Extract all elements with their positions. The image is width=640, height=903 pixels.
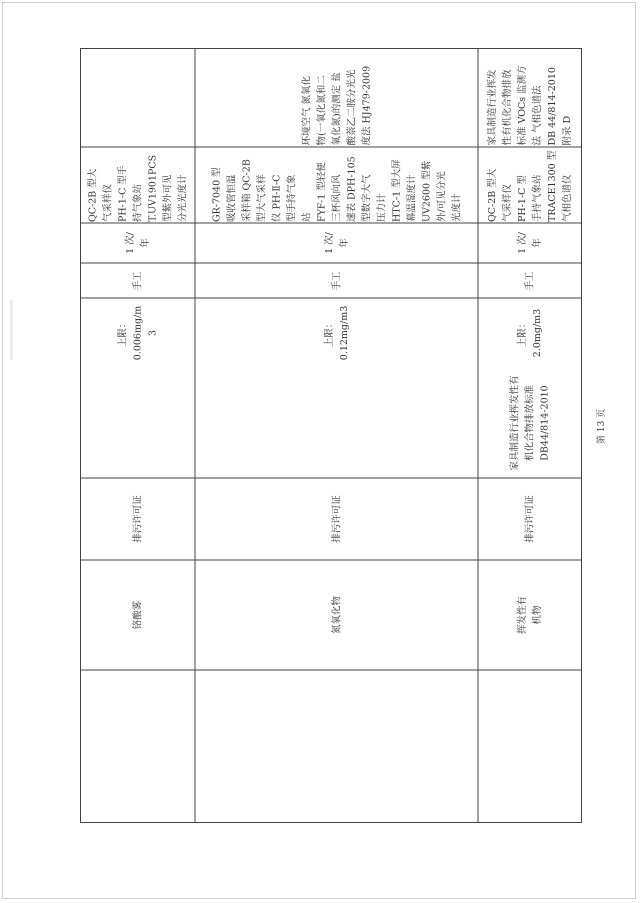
limit-text: 上限： 0.006mg/m 3 bbox=[117, 305, 158, 361]
analysis-cell-1 bbox=[80, 48, 195, 147]
pollutant-text: 氮氧化物 bbox=[331, 596, 342, 635]
table-cells bbox=[80, 48, 582, 823]
frequency-text: 1 次/ 年 bbox=[517, 232, 543, 254]
permit-text: 排污许可证 bbox=[524, 495, 536, 543]
page-number: 第 13 页 bbox=[597, 408, 607, 444]
limit-text: 上限： 0.12mg/m3 bbox=[323, 305, 350, 361]
analysis-text: 环境空气 氮氧化 物(一氧化氮和二 氧化氮)的测定 盐 酸萘乙二胺分光光 度法 HJ479-2009 bbox=[301, 65, 372, 145]
permit-cell-1 bbox=[80, 478, 195, 560]
limit-text: 上限： 2.0mg/m3 bbox=[517, 308, 543, 358]
instrument-cell-2 bbox=[195, 147, 478, 223]
standard-text: 家具制造行业挥发性有 机化合物排放标准 DB44/814-2010 bbox=[509, 375, 551, 471]
frequency-text: 1 次/ 年 bbox=[124, 232, 151, 254]
analysis-cell-2 bbox=[195, 48, 478, 147]
limit-cell-3 bbox=[478, 298, 582, 368]
method-cell-1 bbox=[80, 263, 195, 298]
method-cell-3 bbox=[478, 263, 582, 298]
permit-cell-3 bbox=[478, 478, 582, 560]
instrument-cell-1 bbox=[80, 147, 195, 223]
permit-text: 排污许可证 bbox=[331, 495, 342, 543]
frequency-cell-3 bbox=[478, 223, 582, 263]
method-text: 手工 bbox=[331, 271, 342, 291]
pollutant-text: 挥发性有 机物 bbox=[517, 596, 543, 635]
method-text: 手工 bbox=[524, 271, 536, 291]
pollutant-cell-1 bbox=[80, 560, 195, 670]
limit-cell-1 bbox=[80, 298, 195, 368]
pollutant-cell-3 bbox=[478, 560, 582, 670]
frequency-cell-2 bbox=[195, 223, 478, 263]
instrument-text: QC-2B 型大 气采样仪 PH-1-C 型 手持气象站 TRACE1300 型 气相色谱仪 bbox=[487, 150, 573, 222]
permit-cell-2 bbox=[195, 478, 478, 560]
method-cell-2 bbox=[195, 263, 478, 298]
pollutant-cell-2 bbox=[195, 560, 478, 670]
limit-cell-2 bbox=[195, 298, 478, 368]
instrument-text: GR-7040 型 吸收管恒温 采样箱 QC-2B 型大气采样 仪 PH-Ⅱ-C 型手持气象 站 FYF-1 型轻便 三杯风向风 速表 DPH-105 型数字大气 压力计 HTC-1 型大屏 幕温湿度计 UV2600 型紫 外/可见分光 光度计 bbox=[211, 156, 462, 222]
analysis-cell-3 bbox=[478, 48, 582, 147]
instrument-cell-3 bbox=[478, 147, 582, 223]
frequency-text: 1 次/ 年 bbox=[323, 232, 350, 254]
scan-artifact bbox=[10, 300, 13, 360]
pollutant-text: 铬酸雾 bbox=[132, 600, 143, 630]
analysis-text: 家具制造行业挥发 性有机化合物排放 标准 VOCs 监测方 法 气相色谱法 DB 44/814-2010 附录 D bbox=[487, 64, 573, 145]
instrument-text: QC-2B 型大 气采样仪 PH-1-C 型手 持气象站 T.UV1901PCS 型紫外可见 分光光度计 bbox=[87, 154, 188, 222]
standard-cell bbox=[478, 368, 582, 478]
permit-text: 排污许可证 bbox=[132, 495, 143, 543]
frequency-cell-1 bbox=[80, 223, 195, 263]
method-text: 手工 bbox=[132, 271, 143, 291]
